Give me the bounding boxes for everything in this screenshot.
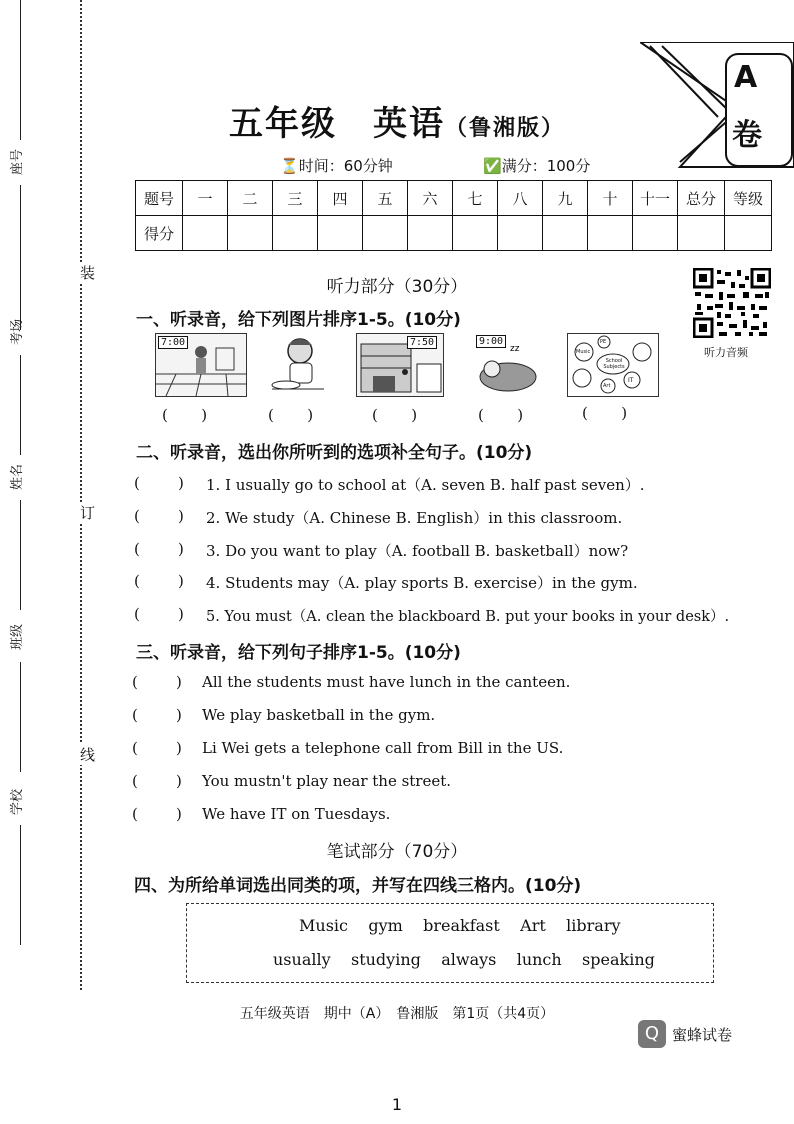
subject-label: PE — [600, 339, 607, 345]
word-item: Art — [520, 916, 546, 935]
word-item: lunch — [516, 950, 562, 969]
margin-line — [20, 185, 21, 330]
word-item: Music — [299, 916, 348, 935]
clock-label: 9:00 — [476, 335, 506, 348]
score-entry-cell[interactable] — [725, 216, 772, 251]
table-cell: 八 — [498, 181, 543, 216]
edition-text: （鲁湘版） — [444, 116, 565, 141]
brand-logo — [638, 1020, 732, 1048]
bee-logo-icon: Q — [638, 1020, 666, 1048]
answer-blank[interactable]: ( ) — [132, 739, 182, 757]
bind-char-xian: 线 — [80, 746, 96, 764]
margin-line — [20, 662, 21, 772]
sentence-item: You mustn't play near the street. — [202, 772, 452, 790]
subject-label: Art — [603, 383, 611, 389]
picture-3 — [356, 333, 444, 397]
answer-blank[interactable]: ( ) — [132, 706, 182, 724]
answer-blank[interactable]: ( ) — [134, 572, 184, 590]
table-cell: 二 — [228, 181, 273, 216]
title-text: 五年级 英语 — [228, 104, 445, 144]
score-entry-cell[interactable] — [273, 216, 318, 251]
clock-label: 7:50 — [407, 336, 437, 349]
question-item: 3. Do you want to play（A. football B. basketball）now? — [206, 542, 629, 560]
table-cell: 四 — [318, 181, 363, 216]
answer-blank[interactable]: ( ) — [134, 540, 184, 558]
answer-blank[interactable]: ( ) — [132, 673, 182, 691]
badge-word: 卷 — [732, 118, 762, 153]
section-1-title: 一、听录音，给下列图片排序1-5。(10分) — [136, 310, 461, 330]
table-cell: 题号 — [136, 181, 183, 216]
page-title — [0, 96, 794, 145]
word-item: usually — [273, 950, 331, 969]
word-item: gym — [368, 916, 403, 935]
word-item: studying — [350, 950, 421, 969]
answer-blank[interactable]: ( ) — [268, 406, 314, 424]
word-item: always — [441, 950, 497, 969]
table-cell: 总分 — [678, 181, 725, 216]
qr-caption: 听力音频 — [704, 346, 748, 359]
section-2-title: 二、听录音，选出你所听到的选项补全句子。(10分) — [136, 443, 533, 463]
picture-2 — [268, 333, 328, 395]
subject-center-label: School Subjects — [603, 358, 625, 370]
table-cell: 三 — [273, 181, 318, 216]
question-item: 5. You must（A. clean the blackboard B. put your books in your desk）. — [206, 609, 730, 625]
table-cell: 等级 — [725, 181, 772, 216]
score-entry-cell[interactable] — [408, 216, 453, 251]
listening-heading: 听力部分（30分） — [326, 277, 468, 297]
answer-blank[interactable]: ( ) — [132, 772, 182, 790]
clock-label: 7:00 — [158, 336, 188, 349]
sentence-item: We have IT on Tuesdays. — [202, 805, 391, 823]
answer-blank[interactable]: ( ) — [372, 406, 418, 424]
table-cell: 九 — [543, 181, 588, 216]
question-item: 2. We study（A. Chinese B. English）in this classroom. — [206, 509, 623, 527]
score-entry-cell[interactable] — [183, 216, 228, 251]
picture-5 — [567, 333, 659, 397]
exam-room-label: 考场 — [10, 318, 25, 345]
table-cell: 十 — [588, 181, 633, 216]
hourglass-icon: ⏳ — [280, 157, 299, 175]
table-cell: 一 — [183, 181, 228, 216]
answer-blank[interactable]: ( ) — [134, 474, 184, 492]
page-footer: 五年级英语 期中（A） 鲁湘版 第1页（共4页） — [239, 1006, 555, 1022]
table-cell: 五 — [363, 181, 408, 216]
score-table-header-row — [136, 181, 772, 216]
score-text: 满分：100分 — [501, 157, 591, 175]
score-entry-cell[interactable] — [678, 216, 725, 251]
class-label: 班级 — [10, 623, 25, 650]
score-table — [135, 180, 772, 251]
score-entry-cell[interactable] — [543, 216, 588, 251]
bind-char-zhuang: 装 — [80, 264, 96, 282]
qr-code-icon[interactable] — [693, 268, 771, 338]
page-number: 1 — [391, 1095, 403, 1114]
school-label: 学校 — [10, 788, 25, 815]
answer-blank[interactable]: ( ) — [582, 404, 628, 422]
score-entry-cell[interactable] — [453, 216, 498, 251]
word-item: library — [566, 916, 621, 935]
seat-number-label: 座号 — [10, 148, 25, 175]
writing-heading: 笔试部分（70分） — [326, 842, 468, 862]
table-cell: 六 — [408, 181, 453, 216]
margin-line — [20, 500, 21, 610]
score-entry-cell[interactable] — [498, 216, 543, 251]
sentence-item: All the students must have lunch in the canteen. — [202, 673, 571, 691]
margin-line — [20, 355, 21, 455]
name-label: 姓名 — [10, 463, 25, 490]
word-row — [299, 916, 621, 935]
brand-name: 蜜蜂试卷 — [672, 1025, 733, 1044]
score-table-score-row — [136, 216, 772, 251]
section-3-title: 三、听录音，给下列句子排序1-5。(10分) — [136, 643, 461, 663]
svg-text:zz: zz — [510, 344, 520, 354]
word-box — [186, 903, 714, 983]
answer-blank[interactable]: ( ) — [162, 406, 208, 424]
picture-1 — [155, 333, 247, 397]
question-item: 1. I usually go to school at（A. seven B. half past seven）. — [206, 476, 645, 494]
subject-label: IT — [628, 377, 634, 384]
word-item: breakfast — [423, 916, 500, 935]
score-entry-cell[interactable] — [363, 216, 408, 251]
time-info — [280, 155, 393, 176]
bind-char-ding: 订 — [80, 504, 96, 522]
score-info — [483, 155, 590, 176]
score-entry-cell[interactable] — [318, 216, 363, 251]
time-text: 时间：60分钟 — [298, 157, 393, 175]
table-cell: 七 — [453, 181, 498, 216]
check-circle-icon: ✅ — [483, 157, 502, 175]
question-item: 4. Students may（A. play sports B. exercise）in the gym. — [206, 574, 638, 592]
section-4-title: 四、为所给单词选出同类的项，并写在四线三格内。(10分) — [134, 876, 582, 896]
score-entry-cell[interactable] — [588, 216, 633, 251]
score-entry-cell[interactable] — [228, 216, 273, 251]
answer-blank[interactable]: ( ) — [134, 507, 184, 525]
sentence-item: We play basketball in the gym. — [202, 706, 436, 724]
word-item: speaking — [582, 950, 655, 969]
picture-4 — [474, 333, 538, 395]
table-cell: 得分 — [136, 216, 183, 251]
answer-blank[interactable]: ( ) — [478, 406, 524, 424]
table-cell: 十一 — [633, 181, 678, 216]
answer-blank[interactable]: ( ) — [134, 605, 184, 623]
word-row — [273, 950, 655, 969]
subject-label: Music — [576, 349, 591, 355]
score-entry-cell[interactable] — [633, 216, 678, 251]
badge-letter: A — [734, 60, 758, 95]
answer-blank[interactable]: ( ) — [132, 805, 182, 823]
sentence-item: Li Wei gets a telephone call from Bill in the US. — [202, 739, 564, 757]
